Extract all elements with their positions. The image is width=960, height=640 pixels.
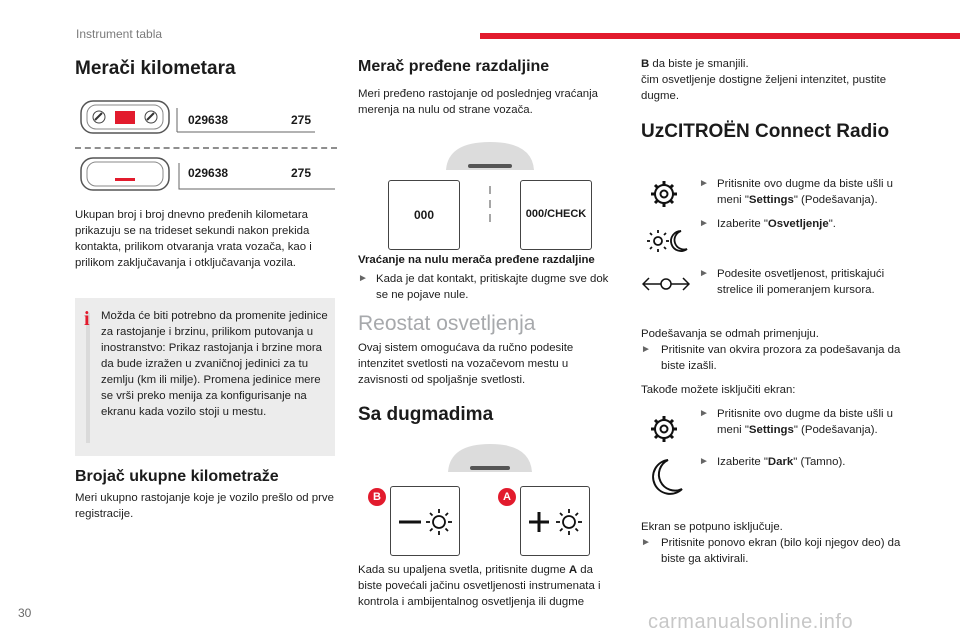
watermark: carmanualsonline.info xyxy=(648,611,854,633)
brightness-icon xyxy=(645,227,689,260)
info-box xyxy=(75,298,335,456)
screen-off-text: Ekran se potpuno isključuje. xyxy=(641,521,783,533)
odometer-trip: 275 xyxy=(291,166,312,180)
bullet-exit: ► Pritisnite van okvira prozora za podešavanja da biste izašli. xyxy=(641,344,901,372)
trip-button-check: 000/CHECK xyxy=(520,180,592,250)
bullet-dark: ► Izaberite "Dark" (Tamno). xyxy=(699,456,846,468)
label-b-badge: B xyxy=(368,488,386,506)
heading-with-buttons: Sa dugmadima xyxy=(358,404,494,425)
total-odometer-paragraph: Meri ukupno rastojanje koje je vozilo prešlo od prve registracije. xyxy=(75,492,334,520)
bullet-arrow-icon: ► xyxy=(699,218,709,229)
bullet-reactivate: ► Pritisnite ponovo ekran (bilo koji njegov deo) da biste ga aktivirali. xyxy=(641,537,901,565)
bullet-arrow-icon: ► xyxy=(699,456,709,467)
header-title: Instrument tabla xyxy=(76,27,163,41)
heading-rheostat: Reostat osvetljenja xyxy=(358,312,536,335)
odometer-paragraph: Ukupan broj i broj dnevno pređenih kilometara prikazuju se na trideset sekundi nakon prekida kontakta, prilikom otvaranja vrata vozača, kao i prilikom zaključavanja i otključavanja vozila. xyxy=(75,209,312,269)
brightness-minus-icon xyxy=(391,487,461,557)
buttons-paragraph: Kada su upaljena svetla, pritisnite dugme A da biste povećali jačinu osvetljenosti instrumenata i kontrola i ambijentalnog osvetljenja ili dugme xyxy=(358,564,601,608)
odometer-illustration-top xyxy=(75,98,337,140)
heading-connect-radio: UzCITROËN Connect Radio xyxy=(641,121,890,142)
reset-bullet: ► Kada je dat kontakt, pritiskajte dugme sve dok se ne pojave nule. xyxy=(358,273,609,301)
also-text: Takođe možete isključiti ekran: xyxy=(641,384,796,396)
heading-odometers: Merači kilometara xyxy=(75,58,236,79)
bullet-lighting: ► Izaberite "Osvetljenje". xyxy=(699,218,836,230)
bullet-arrow-icon: ► xyxy=(699,178,709,189)
bullet-settings-2: ► Pritisnite ovo dugme da biste ušli u meni "Settings" (Podešavanja). xyxy=(699,408,894,436)
odometer-illustration-bottom xyxy=(75,155,337,197)
info-bar xyxy=(86,313,90,443)
reset-heading: Vraćanje na nulu merača pređene razdaljine xyxy=(358,254,595,266)
moon-icon xyxy=(648,457,684,502)
trip-meter-paragraph: Meri pređeno rastojanje od poslednjeg vraćanja merenja na nulu od strane vozača. xyxy=(358,88,598,116)
info-text: Možda će biti potrebno da promenite jedinice za rastojanje i brzinu, prilikom putovanja u inostranstvo: Prikaz rastojanja i brzine mora da bude izražen u zvaničnoj jedinici za tu zemlju (km ili milje). Promena jedinice mere se vrši preko menija za konfigurisanje na ekranu kada vozilo stoji u mestu. xyxy=(101,310,328,418)
info-icon: i xyxy=(84,308,90,330)
odometer-total: 029638 xyxy=(188,113,229,127)
bullet-arrow-icon: ► xyxy=(358,273,368,284)
trip-reset-illustration xyxy=(388,138,592,250)
dimmer-minus-button xyxy=(390,486,460,556)
gear-icon xyxy=(648,178,680,215)
rheostat-paragraph: Ovaj sistem omogućava da ručno podesite intenzitet svetlosti na vozačevom mestu u zavisnosti od spoljašnje svetlosti. xyxy=(358,342,574,386)
header-accent-bar xyxy=(480,33,960,39)
brightness-plus-icon xyxy=(521,487,591,557)
continued-paragraph: B da biste je smanjili. čim osvetljenje dostigne željeni intenzitet, pustite dugme. xyxy=(641,58,887,102)
odometer-total: 029638 xyxy=(188,166,229,180)
trip-button-000: 000 xyxy=(388,180,460,250)
divider xyxy=(75,147,337,149)
heading-total-odometer: Brojač ukupne kilometraže xyxy=(75,468,279,485)
bullet-arrow-icon: ► xyxy=(699,268,709,279)
bullet-arrow-icon: ► xyxy=(641,537,651,548)
applied-text: Podešavanja se odmah primenjuju. xyxy=(641,328,819,340)
dimmer-plus-button xyxy=(520,486,590,556)
odometer-trip: 275 xyxy=(291,113,312,127)
heading-trip-meter: Merač pređene razdaljine xyxy=(358,58,550,75)
label-a-badge: A xyxy=(498,488,516,506)
dimmer-buttons-illustration xyxy=(368,440,592,556)
slider-icon xyxy=(642,272,690,301)
gear-icon xyxy=(648,413,680,450)
bullet-adjust: ► Podesite osvetljenost, pritiskajući strelice ili pomeranjem kursora. xyxy=(699,268,885,296)
page-number: 30 xyxy=(18,606,32,620)
bullet-arrow-icon: ► xyxy=(641,344,651,355)
bullet-settings: ► Pritisnite ovo dugme da biste ušli u meni "Settings" (Podešavanja). xyxy=(699,178,894,206)
bullet-arrow-icon: ► xyxy=(699,408,709,419)
